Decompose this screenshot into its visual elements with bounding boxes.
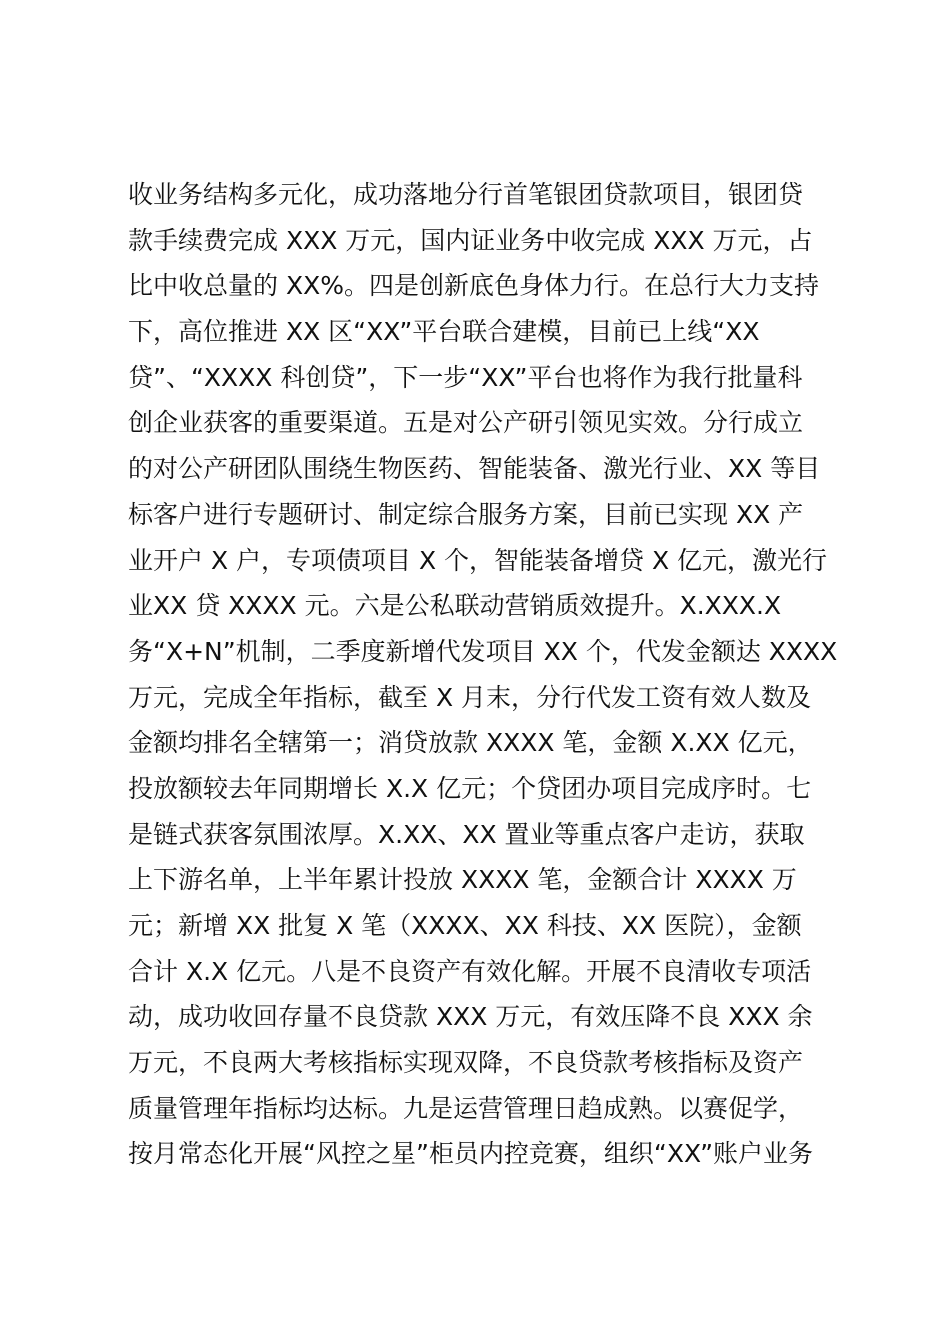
text-line: 比中收总量的 XX%。四是创新底色身体力行。在总行大力支持 (128, 271, 819, 301)
text-line: 金额均排名全辖第一；消贷放款 XXXX 笔，金额 X.XX 亿元， (128, 728, 813, 758)
text-line: 业开户 X 户，专项债项目 X 个，智能装备增贷 X 亿元，激光行 (128, 545, 828, 575)
text-line: 务“X+N”机制，二季度新增代发项目 XX 个，代发金额达 XXXX (128, 636, 838, 666)
text-line: 的对公产研团队围绕生物医药、智能装备、激光行业、XX 等目 (128, 454, 821, 484)
body-paragraph (128, 172, 848, 1177)
text-line: 业XX 贷 XXXX 元。六是公私联动营销质效提升。X.XXX.X (128, 591, 782, 621)
text-line: 款手续费完成 XXX 万元，国内证业务中收完成 XXX 万元，占 (128, 225, 813, 255)
text-line: 万元，完成全年指标，截至 X 月末，分行代发工资有效人数及 (128, 682, 812, 712)
text-line: 质量管理年指标均达标。九是运营管理日趋成熟。以赛促学， (128, 1093, 804, 1123)
text-line: 标客户进行专题研讨、制定综合服务方案，目前已实现 XX 产 (128, 499, 804, 529)
text-line: 按月常态化开展“风控之星”柜员内控竞赛，组织“XX”账户业务 (128, 1139, 814, 1169)
text-line: 元；新增 XX 批复 X 笔（XXXX、XX 科技、XX 医院），金额 (128, 911, 802, 940)
text-line: 上下游名单，上半年累计投放 XXXX 笔，金额合计 XXXX 万 (128, 865, 797, 895)
text-line: 是链式获客氛围浓厚。X.XX、XX 置业等重点客户走访，获取 (128, 819, 805, 849)
text-line: 万元，不良两大考核指标实现双降，不良贷款考核指标及资产 (128, 1048, 804, 1078)
text-line: 投放额较去年同期增长 X.X 亿元；个贷团办项目完成序时。七 (128, 773, 812, 803)
text-line: 动，成功收回存量不良贷款 XXX 万元，有效压降不良 XXX 余 (128, 1002, 813, 1032)
text-line: 创企业获客的重要渠道。五是对公产研引领见实效。分行成立 (128, 408, 804, 438)
text-line: 收业务结构多元化，成功落地分行首笔银团贷款项目，银团贷 (128, 180, 804, 209)
text-line: 合计 X.X 亿元。八是不良资产有效化解。开展不良清收专项活 (128, 956, 812, 986)
text-line: 下，高位推进 XX 区“XX”平台联合建模，目前已上线“XX (128, 317, 760, 347)
text-line: 贷”、“XXXX 科创贷”，下一步“XX”平台也将作为我行批量科 (128, 362, 803, 392)
